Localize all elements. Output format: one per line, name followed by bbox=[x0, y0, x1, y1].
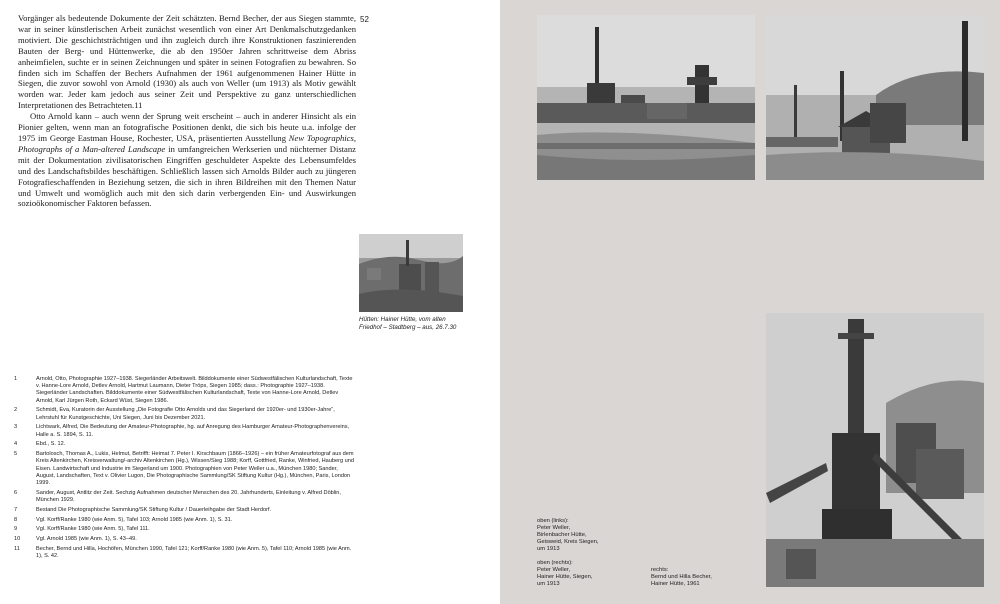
footnote-number: 9 bbox=[14, 526, 18, 533]
footnote bbox=[14, 451, 354, 487]
photo-birlenbacher-huette bbox=[537, 15, 755, 180]
caption-line: um 1913 bbox=[537, 581, 560, 587]
footnote-text: Vgl. Arnold 1985 (wie Anm. 1), S. 43–49. bbox=[36, 536, 137, 543]
caption-top-right bbox=[537, 560, 627, 588]
page-number: 52 bbox=[360, 15, 369, 24]
footnote bbox=[14, 507, 354, 514]
footnote bbox=[14, 490, 354, 504]
caption-top-left bbox=[537, 518, 627, 553]
caption-line: rechts: bbox=[651, 567, 669, 573]
footnote-number: 10 bbox=[14, 536, 21, 543]
caption-line: oben (links): bbox=[537, 518, 569, 524]
footnote bbox=[14, 546, 354, 560]
caption-line: Peter Weller, bbox=[537, 525, 571, 531]
thumbnail-photo-hainer-huette bbox=[359, 234, 463, 312]
footnote-number: 6 bbox=[14, 489, 18, 496]
footnote bbox=[14, 441, 354, 448]
footnote-text: Ebd., S. 12. bbox=[36, 441, 66, 448]
footnote-text: Vgl. Korff/Ranke 1980 (wie Anm. 5), Tafel 111. bbox=[36, 526, 150, 533]
paragraph-1: Vorgänger als bedeutende Dokumente der Zeit schätzten. Bernd Becher, der aus Siegen stammte, war in seiner künstlerischen Arbeit zunächst wesentlich von einer Art Denkmalschutzgedanken motiviert. Die geschichtsträchtigen und ihn zugleich durch ihre Konstruktionen faszinierenden Bauten der Berg- und Hüttenwerke, die ab den 1950er Jahren schrittweise dem Abriss anheimfielen, suchte er in seinen Zeichnungen und später in seinen Fotografien zu bewahren. So finden sich im Schaffen der Bechers Aufnahmen der 1961 aufgenommenen Hainer Hütte in Siegen, die zuvor sowohl von Arnold (1930) als auch von Weller (um 1913) als Motiv gewählt worden war. Jeder kam jedoch aus seiner Zeit und Perspektive zu ganz unterschiedlichen Interpretationen des Betrachteten.11 bbox=[18, 13, 356, 111]
thumbnail-photo-image bbox=[359, 234, 463, 312]
footnote-number: 3 bbox=[14, 424, 18, 431]
footnotes bbox=[14, 376, 354, 563]
photo-hainer-huette-weller bbox=[766, 15, 984, 180]
footnote-number: 7 bbox=[14, 506, 18, 513]
footnote-number: 5 bbox=[14, 451, 18, 458]
caption-line: Hainer Hütte, 1961 bbox=[651, 581, 700, 587]
thumbnail-caption: Hütten: Hainer Hütte, vom alten Friedhof – Stadtberg – aus, 26.7.30 bbox=[359, 316, 457, 331]
paragraph-2-end: in umfangreichen Werkserien und nüchterner Distanz mit der Dokumentation zivilisatorischen Eingriffen geschuldeter Aspekte des Lebensumfeldes und des Landschaftsbildes beschäftigen. Schließlich lassen sich Arnolds Bilder auch zu jüngeren Fotografieschaffenden in Beziehung setzen, die sich in ihren Bildreihen mit den Themen Natur und Umwelt und womöglich auch mit den sich darin verbergenden Ein- und Auswirkungen sozioökonomischer Faktoren befassen. bbox=[18, 143, 356, 209]
footnote bbox=[14, 407, 354, 421]
caption-line: um 1913 bbox=[537, 546, 560, 552]
caption-line: Peter Weller, bbox=[537, 567, 571, 573]
paragraph-2 bbox=[18, 111, 356, 209]
footnote bbox=[14, 517, 354, 524]
footnote-text: Lichtwark, Alfred, Die Bedeutung der Amateur-Photographie, hg. auf Anregung des Hamburger Amateur-Photographenvereins, Halle a. S. 1894, S. 11. bbox=[36, 424, 350, 438]
footnote bbox=[14, 424, 354, 438]
footnote-text: Becher, Bernd und Hilla, Hochöfen, München 1990, Tafel 121; Korff/Ranke 1980 (wie Anm. 5), Tafel 110; Arnold 1985 (wie Anm. 1), S. 42. bbox=[36, 546, 352, 560]
footnote-text: Vgl. Korff/Ranke 1980 (wie Anm. 5), Tafel 103; Arnold 1985 (wie Anm. 1), S. 31. bbox=[36, 516, 233, 523]
body-text bbox=[18, 13, 356, 209]
photo-birlenbacher-huette-image bbox=[537, 15, 755, 180]
footnote-number: 11 bbox=[14, 546, 20, 552]
photo-hainer-huette-becher bbox=[766, 313, 984, 587]
footnote bbox=[14, 376, 354, 405]
photo-hainer-huette-becher-image bbox=[766, 313, 984, 587]
exhibition-title: New Topographics, Photographs of a Man-altered Landscape bbox=[18, 132, 356, 154]
footnote-number: 2 bbox=[14, 407, 18, 414]
footnote bbox=[14, 526, 354, 533]
footnote-text: Arnold, Otto, Photographie 1927–1938. Siegerländer Arbeitswelt. Bilddokumente einer Südwestfälischen Kulturlandschaft, Texte v. Hanne-Lore Arnold, Detlev Arnold, Hartmut Laumann, Dieter Tröps, Siegen 1985; dass.: Photographie 1927–1938. Siegerländer Landschaften. Bilddokumente einer Südwestfälischen Kulturlandschaft, Texte von Hanne-Lore Arnold, Detlev Arnold, Karl Jürgen Roth, Eckard Wüst, Siegen 1986. bbox=[36, 376, 353, 404]
caption-line: Birlenbacher Hütte, bbox=[537, 532, 587, 538]
footnote-text: Sander, August, Antlitz der Zeit. Sechzig Aufnahmen deutscher Menschen des 20. Jahrhunderts, Einleitung v. Alfred Döblin, München 1929. bbox=[36, 489, 341, 504]
caption-line: Hainer Hütte, Siegen, bbox=[537, 574, 593, 580]
photo-hainer-huette-weller-image bbox=[766, 15, 984, 180]
caption-line: Bernd und Hilla Becher, bbox=[651, 574, 712, 580]
footnote bbox=[14, 536, 354, 543]
footnote-text: Bestand Die Photographische Sammlung/SK Stiftung Kultur / Dauerleihgabe der Stadt Herdorf. bbox=[36, 506, 272, 513]
footnote-text: Bartolosch, Thomas A., Lukis, Helmut, Betrifft: Heimat 7. Peter I. Kirschbaum (1866–1926) – ein früher Amateurfotograf aus dem Kreis Altenkirchen, Kreisverwaltung/-archiv Altenkirchen (Hg.), Wissen/Sieg 1988; Korff, Gottfried, Ranke, Winfried, Hauberg und Eisen. Landwirtschaft und Industrie im Siegerland um 1900. Photographien von Peter Weller u.a., München 1980; Sander, August, Landschaften, Text v. Olivier Lugon, Die Photographische Sammlung/SK Stiftung Kultur (Hg.), München, Paris, London 1999. bbox=[36, 451, 354, 487]
paragraph-2-start: Otto Arnold kann – auch wenn der Sprung weit erscheint – auch in anderer Hinsicht als ein Pionier gelten, wenn man an fotografische Positionen denkt, die sich bis heute u.a. infolge der 1975 im George Eastman House, Rochester, USA, präsentierten Ausstellung bbox=[18, 111, 356, 143]
footnote-number: 8 bbox=[14, 516, 18, 523]
footnote-text: Schmidt, Eva, Kuratorin der Ausstellung „Die Fotografie Otto Arnolds und das Siegerland der 1920er- und 1930er-Jahre“, Lehrstuhl für Kunstgeschichte, Uni Siegen, Juni bis Dezember 2021. bbox=[36, 407, 335, 421]
caption-line: Geisweid, Kreis Siegen, bbox=[537, 539, 599, 545]
footnote-number: 1 bbox=[14, 376, 18, 382]
caption-line: oben (rechts): bbox=[537, 560, 573, 566]
caption-right bbox=[651, 567, 741, 588]
footnote-number: 4 bbox=[14, 441, 18, 448]
